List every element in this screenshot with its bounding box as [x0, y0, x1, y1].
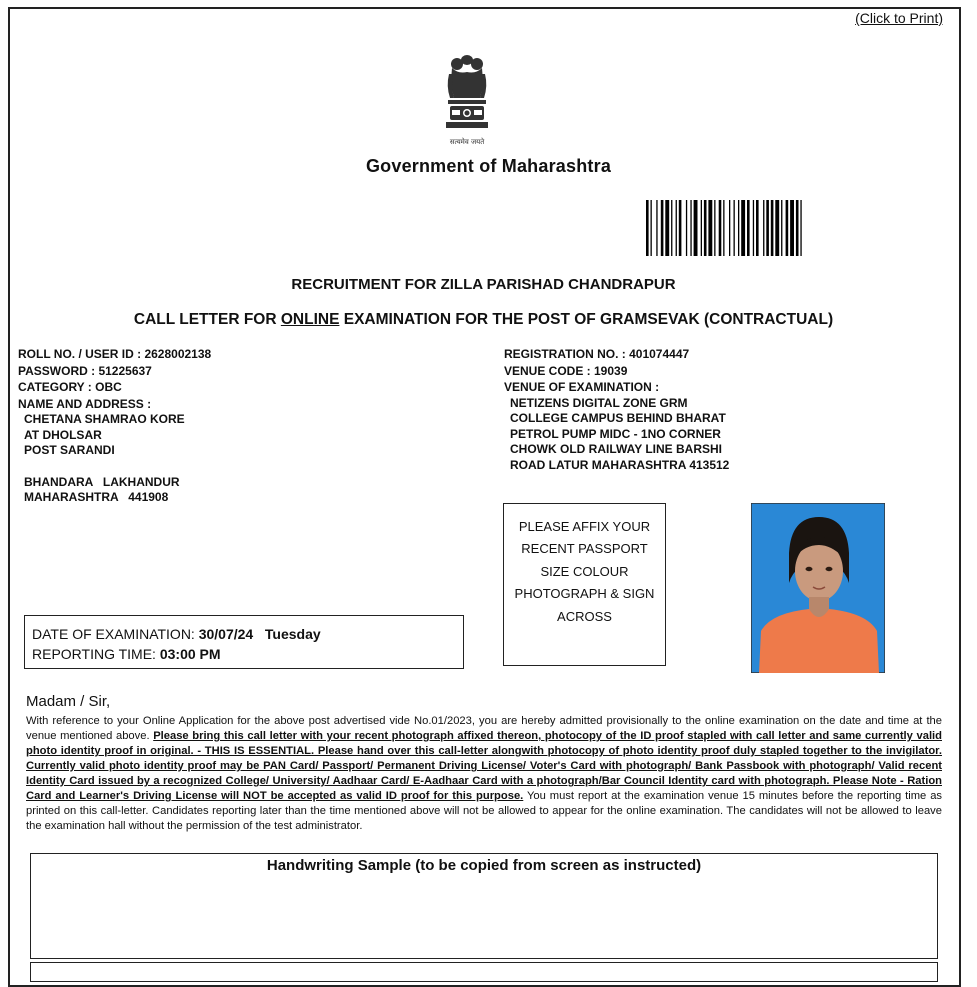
affix-photo-box: [503, 503, 666, 666]
recruitment-heading: RECRUITMENT FOR ZILLA PARISHAD CHANDRAPUR: [291, 276, 676, 293]
name-address-label: NAME AND ADDRESS :: [18, 396, 152, 411]
venue-line: PETROL PUMP MIDC - 1NO CORNER: [510, 426, 721, 441]
call-letter-heading: CALL LETTER FOR ONLINE EXAMINATION FOR THE POST OF GRAMSEVAK (CONTRACTUAL): [133, 311, 834, 328]
exam-schedule-box: [24, 615, 464, 669]
roll-number: ROLL NO. / USER ID : 2628002138: [18, 347, 212, 361]
candidate-photo: [751, 503, 885, 673]
handwriting-sample-box: [30, 853, 938, 959]
barcode-icon: [646, 200, 891, 256]
affix-line: PLEASE AFFIX YOUR: [518, 519, 651, 534]
venue-line: COLLEGE CAMPUS BEHIND BHARAT: [510, 411, 726, 425]
emblem-motto: सत्यमेव जयते: [449, 138, 485, 146]
affix-line: RECENT PASSPORT: [521, 541, 648, 557]
venue-line: NETIZENS DIGITAL ZONE GRM: [510, 395, 688, 410]
category: CATEGORY : OBC: [18, 380, 122, 394]
registration-number: REGISTRATION NO. : 401074447: [504, 347, 690, 361]
salutation: Madam / Sir,: [26, 693, 111, 710]
exam-date: DATE OF EXAMINATION: 30/07/24 Tuesday: [32, 626, 321, 642]
venue-label: VENUE OF EXAMINATION :: [504, 380, 660, 394]
reporting-time: REPORTING TIME: 03:00 PM: [32, 646, 221, 662]
address-line: AT DHOLSAR: [24, 427, 102, 442]
registration-info: [504, 346, 729, 473]
venue-code: VENUE CODE : 19039: [504, 363, 628, 378]
affix-line: PHOTOGRAPH & SIGN: [514, 586, 655, 602]
state-emblem-icon: [440, 54, 494, 152]
instructions-paragraph: With reference to your Online Application for the above post advertised vide No.01/2023, you are hereby admitted provisionally to the online examination on the date and time at the venue mentioned above. Please bring this call letter with your recent photograph affixed thereon, photocopy of the ID proof stapled with call letter and same currently valid photo identity proof in original. - THIS IS ESSENTIAL. Please hand over this call-letter alongwith photocopy of photo identity proof duly stapled together to the invigilator. Currently valid photo identity proof may be PAN Card/ Passport/ Permanent Driving License/ Voter's Card with photograph/ Bank Passbook with photograph/ Valid recent Identity Card issued by a recognized College/ University/ Aadhaar Card/ E-Aadhaar Card with a photograph/Bar Council Identity card with photograph. Please Note - Ration Card and Learner's Driving License will NOT be accepted as valid ID proof for this purpose. You must report at the examination venue 15 minutes before the reporting time as printed on this call-letter. Candidates reporting later than the time mentioned above will not be allowed to appear for the online examination. The candidates will not be allowed to leave the examination hall without the permission of the test administrator.: [26, 715, 943, 832]
candidate-info: [18, 346, 211, 506]
address-line: CHETANA SHAMRAO KORE: [24, 412, 185, 426]
handwriting-sample-title: Handwriting Sample (to be copied from screen as instructed): [266, 857, 702, 874]
candidate-address: [18, 412, 211, 506]
address-line: [24, 459, 211, 475]
affix-line: SIZE COLOUR: [540, 563, 629, 579]
next-section-box: [30, 962, 938, 982]
address-line: BHANDARA LAKHANDUR: [24, 474, 180, 489]
click-to-print-link[interactable]: (Click to Print): [855, 10, 943, 26]
venue-address: [504, 396, 729, 474]
venue-line: ROAD LATUR MAHARASHTRA 413512: [510, 457, 730, 472]
affix-line: ACROSS: [557, 608, 612, 624]
password: PASSWORD : 51225637: [18, 363, 152, 378]
government-title: Government of Maharashtra: [365, 156, 612, 176]
address-line: POST SARANDI: [24, 443, 115, 457]
venue-line: CHOWK OLD RAILWAY LINE BARSHI: [510, 442, 723, 456]
address-line: MAHARASHTRA 441908: [24, 490, 169, 504]
